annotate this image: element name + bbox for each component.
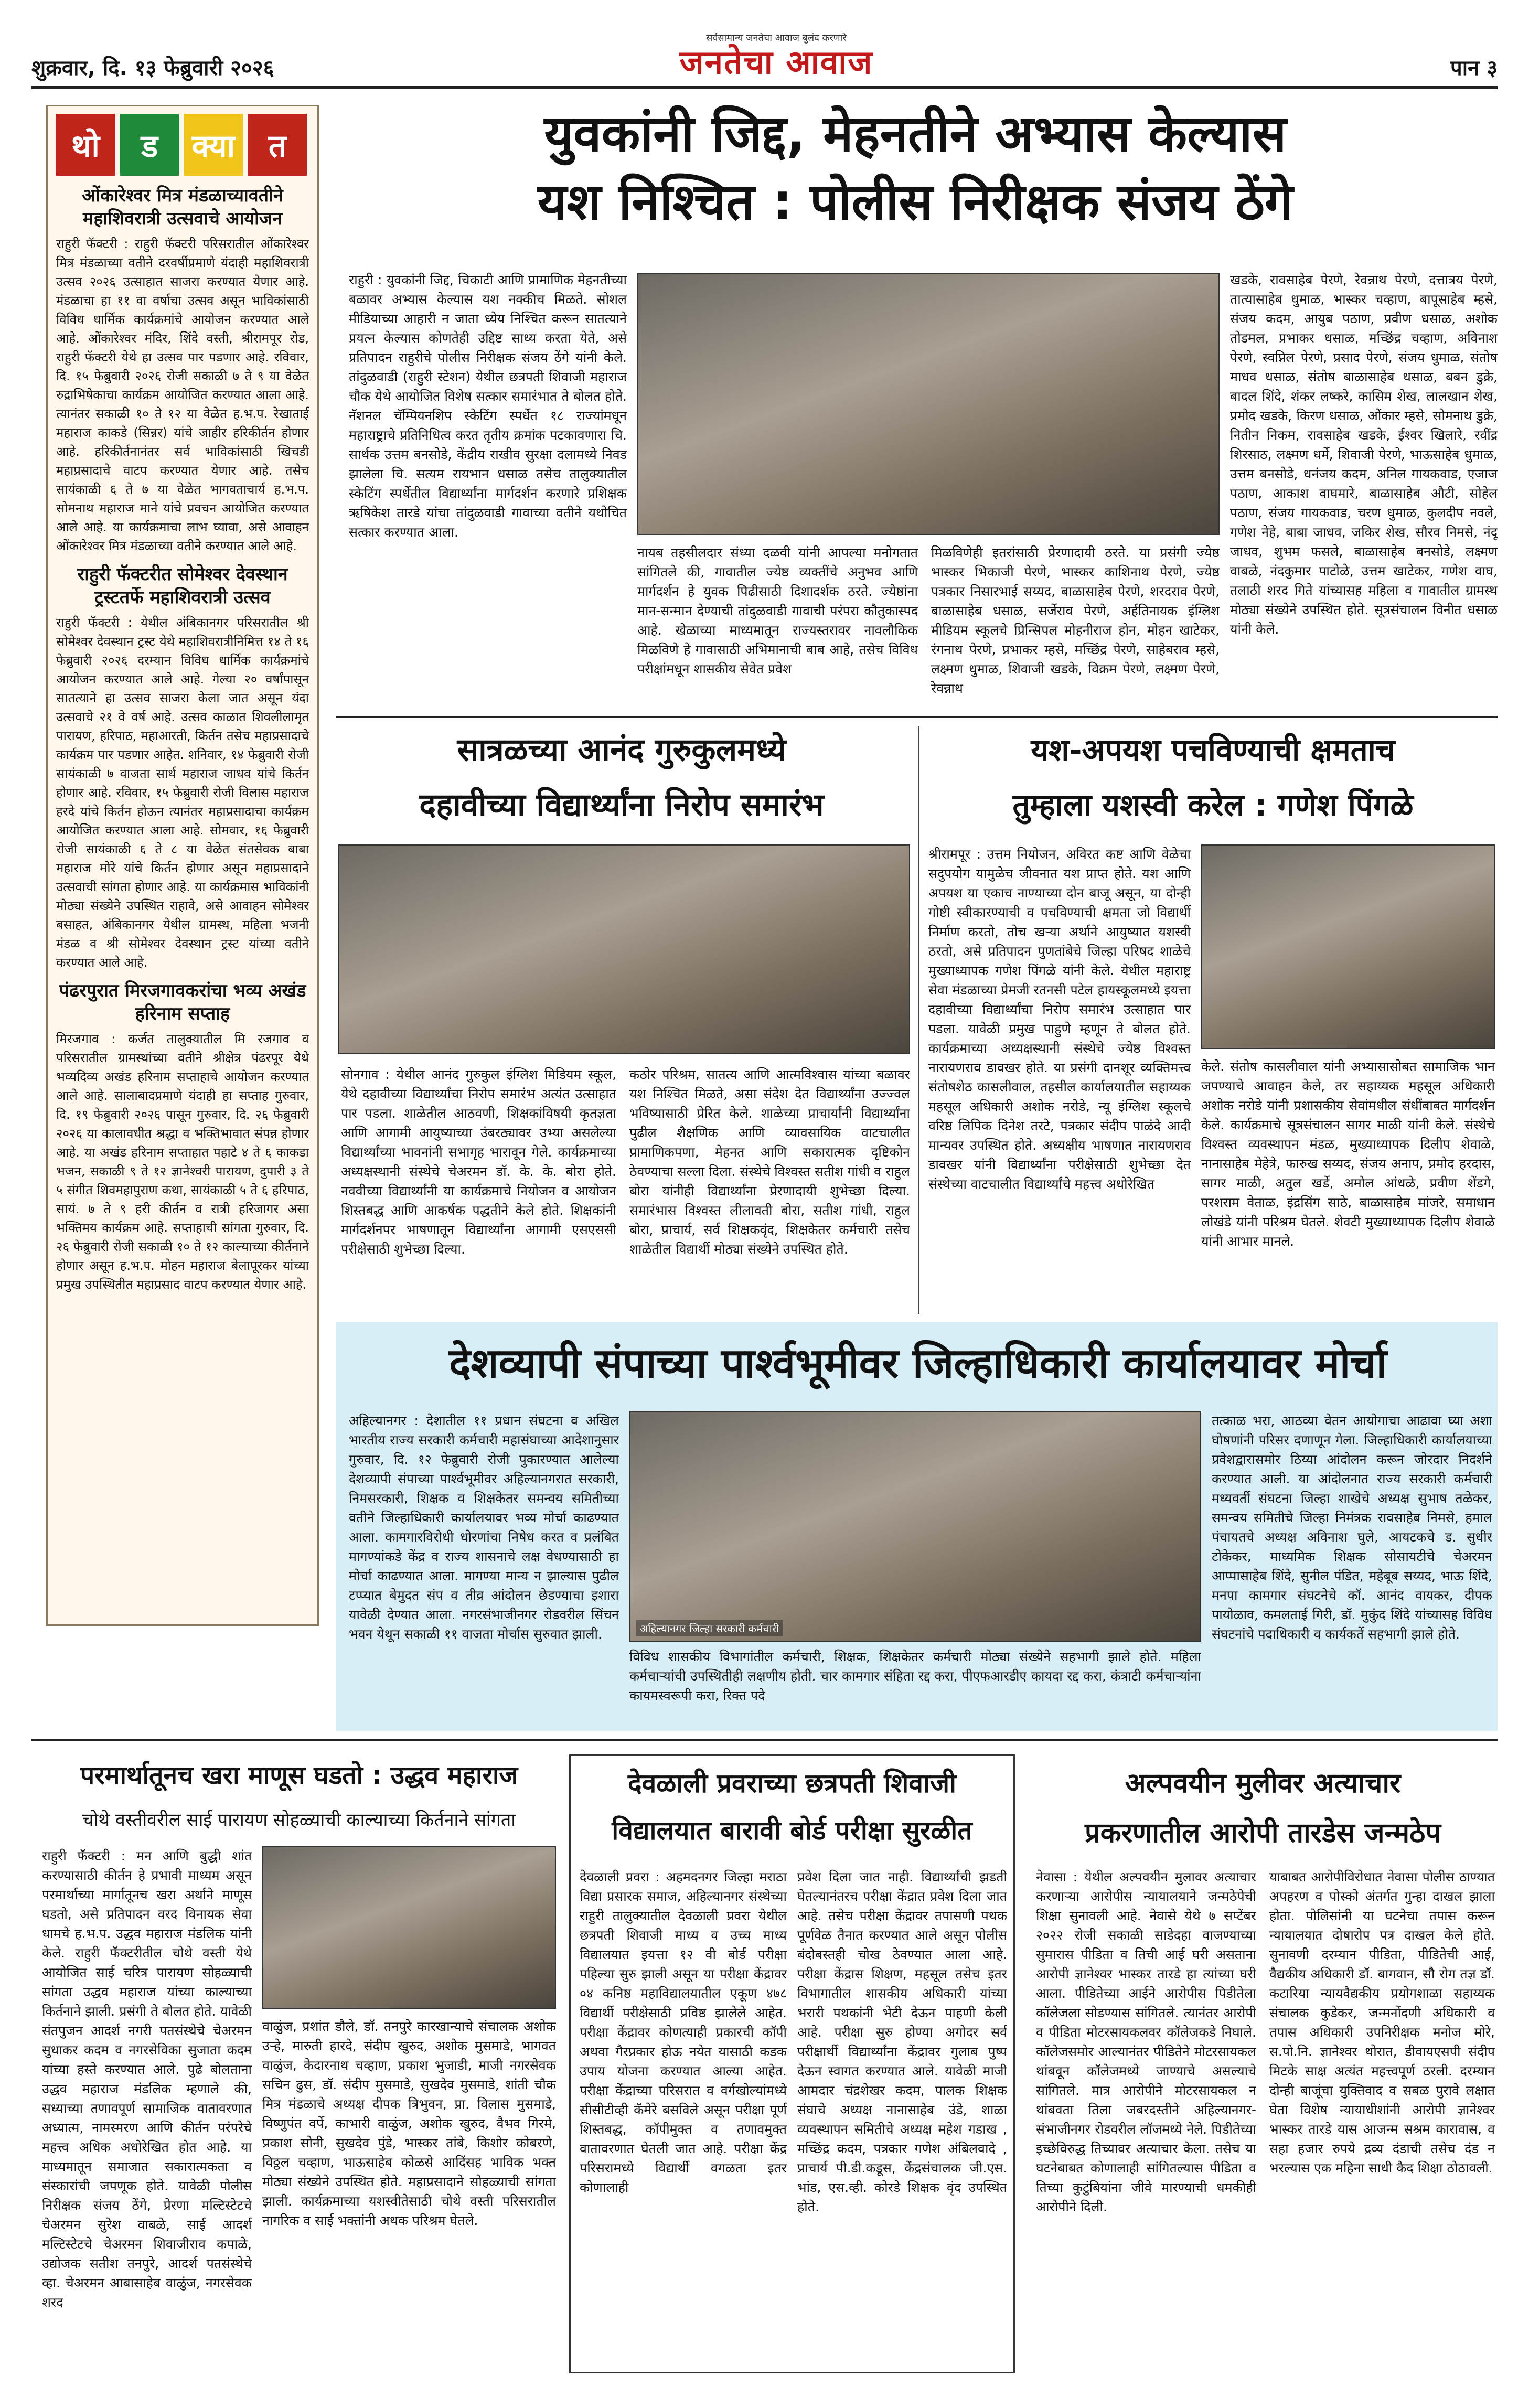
tile-3: क्या [184, 114, 243, 176]
gurukul-col-1: सोनगाव : येथील आनंद गुरुकुल इंग्लिश मिडियम स्कूल, येथे दहावीच्या विद्यार्थ्यांचा निरोप समारंभ अत्यंत उत्साहात पार पडला. शाळेतील आठवणी, शिक्षकांविषयी कृतज्ञता आणि आगामी आयुष्याच्या उंबरठ्यावर उभ्या असलेल्या विद्यार्थ्यांच्या भावनांनी सभागृह भारावून गेले. कार्यक्रमाच्या अध्यक्षस्थानी संस्थेचे चेअरमन डॉ. के. के. बोरा होते. नववीच्या विद्यार्थ्यांनी या कार्यक्रमाचे नियोजन व आयोजन शिस्तबद्ध आणि आकर्षक पद्धतीने केले होते. शिक्षकांनी मार्गदर्शनपर भाषणातून विद्यार्थ्यांना आगामी एसएससी परीक्षेसाठी शुभेच्छा दिल्या. [341, 1067, 616, 1257]
pingle-headline-2: तुम्हाला यशस्वी करेल : गणेश पिंगळे [1012, 787, 1414, 823]
brief-body-1: राहुरी फॅक्टरी : राहुरी फॅक्टरी परिसरातील ओंकारेश्वर मित्र मंडळाच्या वतीने दरवर्षीप्रमाणे यंदाही महाशिवरात्री उत्सव २०२६ उत्साहात साजरा करण्यात येणार आहे. मंडळाचा हा ११ वा वर्षाचा उत्सव असून भाविकांसाठी विविध धार्मिक कार्यक्रमांचे आयोजन करण्यात आले आहे. ओंकारेश्वर मंदिर, शिंदे वस्ती, श्रीरामपूर रोड, राहुरी फॅक्टरी येथे हा उत्सव पार पडणार आहे. रविवार, दि. १५ फेब्रुवारी २०२६ रोजी सकाळी ७ ते ९ या वेळेत रुद्राभिषेकाचा कार्यक्रम आयोजित करण्यात आला आहे. त्यानंतर सकाळी १० ते १२ या वेळेत ह.भ.प. रेखाताई महाराज काकडे (सिन्नर) यांचे जाहीर हरिकीर्तन होणार आहे. हरिकीर्तनानंतर सर्व भाविकांसाठी खिचडी महाप्रसादाचे वाटप करण्यात येणार आहे. तसेच सायंकाळी ६ ते ७ या वेळेत भागवताचार्य ह.भ.प. सोमनाथ महाराज माने यांचे प्रवचन आयोजित करण्यात आले आहे. या कार्यक्रमाचा लाभ घ्यावा, असे आवाहन ओंकारेश्वर मित्र मंडळाच्या वतीने करण्यात आले आहे. [56, 237, 309, 553]
morcha-headline: देशव्यापी संपाच्या पार्श्वभूमीवर जिल्हाधिकारी कार्यालयावर मोर्चा [449, 1340, 1387, 1387]
uddhav-col-1: राहुरी फॅक्टरी : मन आणि बुद्धी शांत करण्यासाठी कीर्तन हे प्रभावी माध्यम असून परमार्थाच्या मार्गातूनच खरा अर्थाने माणूस घडतो, असे प्रतिपादन वरद विनायक सेवा धामचे ह.भ.प. उद्धव महाराज मंडलिक यांनी केले. राहुरी फॅक्टरीतील चोथे वस्ती येथे आयोजित साई चरित्र पारायण सोहळ्याची सांगता उद्धव महाराज यांच्या काल्याच्या किर्तनाने झाली. प्रसंगी ते बोलत होते. यावेळी संतपुजन आदर्श नगरी पतसंस्थेचे चेअरमन सुधाकर कदम व नगरसेविका सुजाता कदम यांच्या हस्ते करण्यात आले. पुढे बोलताना उद्धव महाराज मंडलिक म्हणाले की, सध्याच्या तणावपूर्ण सामाजिक वातावरणात अध्यात्म, नामस्मरण आणि कीर्तन परंपरेचे महत्त्व अधिक अधोरेखित होत आहे. या माध्यमातून समाजात सकारात्मकता व संस्कारांची जपणूक होते. यावेळी पोलीस निरीक्षक संजय ठेंगे, प्रेरणा मल्टिस्टेटचे चेअरमन सुरेश वाबळे, साई आदर्श मल्टिस्टेटचे चेअरमन शिवाजीराव कपाळे, उद्योजक सतीश तनपुरे, आदर्श पतसंस्थेचे व्हा. चेअरमन आबासाहेब वाळुंज, नगरसेवक शरद [42, 1848, 252, 2310]
paper-name: जनतेचा आवाज [679, 43, 873, 81]
lead-headline-2: यश निश्चित : पोलीस निरीक्षक संजय ठेंगे [537, 173, 1293, 231]
gurukul-headline-1: सात्रळच्या आनंद गुरुकुलमध्ये [457, 732, 786, 768]
uddhav-headline: परमार्थातूनच खरा माणूस घडतो : उद्धव महाराज [80, 1761, 518, 1790]
lead-photo [637, 273, 1220, 535]
pravara-headline-1: देवळाली प्रवराच्या छत्रपती शिवाजी [627, 1768, 957, 1799]
tile-1: थो [56, 114, 115, 176]
masthead [31, 31, 1498, 89]
pingle-headline-1: यश-अपयश पचविण्याची क्षमताच [1031, 732, 1395, 768]
lead-headline-1: युवकांनी जिद्द, मेहनतीने अभ्यास केल्यास [544, 104, 1287, 163]
taradase-col-2: याबाबत आरोपीविरोधात नेवासा पोलीस ठाण्यात अपहरण व पोस्को अंतर्गत गुन्हा दाखल झाला होता. पोलिसांनी या घटनेचा तपास करून न्यायालयात दोषारोप पत्र दाखल केले होते. सुनावणी दरम्यान पीडिता, पीडितेची आई, वैद्यकीय अधिकारी डॉ. बागवान, सौ रोग तज्ञ डॉ. कटारिया न्यायवैद्यकीय प्रयोगशाळा सहाय्यक संचालक कुडेकर, जन्मनोंदणी अधिकारी व तपास अधिकारी उपनिरीक्षक मनोज मोरे, स.पो.नि. ज्ञानेश्वर थोरात, डीवायएसपी संदीप मिटके साक्ष अत्यंत महत्त्वपूर्ण ठरली. दरम्यान दोन्ही बाजूंचा युक्तिवाद व सबळ पुरावे लक्षात घेता विशेष न्यायाधीशांनी आरोपी ज्ञानेश्वर भास्कर तारडे यास आजन्म सश्रम कारावास, व सहा हजार रुपये द्रव्य दंडाची तसेच दंड न भरल्यास एक महिना साधी कैद शिक्षा ठोठावली. [1269, 1869, 1495, 2176]
tile-4: त [248, 114, 307, 176]
pravara-headline-2: विद्यालयात बारावी बोर्ड परीक्षा सुरळीत [612, 1815, 972, 1846]
morcha-photo [629, 1411, 1201, 1642]
pingle-photo [1201, 844, 1495, 1049]
gurukul-headline-2: दहावीच्या विद्यार्थ्यांना निरोप समारंभ [419, 787, 824, 823]
morcha-col-2: विविध शासकीय विभागांतील कर्मचारी, शिक्षक, शिक्षकेतर कर्मचारी मोठ्या संख्येने सहभागी झाले होते. महिला कर्मचाऱ्यांची उपस्थितीही लक्षणीय होती. चार कामगार संहिता रद्द करा, पीएफआरडीए कायदा रद्द करा, कंत्राटी कर्मचाऱ्यांना कायमस्वरूपी करा, रिक्त पदे [629, 1649, 1201, 1703]
brief-title-1: ओंकारेश्वर मित्र मंडळाच्यावतीने महाशिवरात्री उत्सवाचे आयोजन [82, 185, 283, 229]
sidebar-in-brief [46, 105, 319, 1626]
paper-logo [661, 31, 892, 81]
morcha-col-3: तत्काळ भरा, आठव्या वेतन आयोगाचा आढावा घ्या अशा घोषणांनी परिसर दणाणून गेला. जिल्हाधिकारी कार्यालयाच्या प्रवेशद्वारासमोर ठिय्या आंदोलन करून जोरदार निदर्शने करण्यात आली. या आंदोलनात राज्य सरकारी कर्मचारी मध्यवर्ती संघटना जिल्हा शाखेचे अध्यक्ष सुभाष तळेकर, समन्वय समितीचे जिल्हा निमंत्रक रावसाहेब निमसे, हमाल पंचायतचे अध्यक्ष अविनाश घुले, आयटकचे ड. सुधीर टोकेकर, माध्यमिक शिक्षक सोसायटीचे चेअरमन आप्पासाहेब शिंदे, सुनील पंडित, महेबूब सय्यद, भाऊ शिंदे, मनपा कामगार संघटनेचे कॉ. आनंद वायकर, दीपक पायोळाव, कमलताई गिरी, डॉ. मुकुंद शिंदे यांच्यासह विविध संघटनांचे पदाधिकारी व कार्यकर्ते सहभागी झाले होते. [1212, 1413, 1492, 1642]
taradase-headline-2: प्रकरणातील आरोपी तारडेस जन्मठेप [1085, 1817, 1441, 1849]
lead-col-1: राहुरी : युवकांनी जिद्द, चिकाटी आणि प्रामाणिक मेहनतीच्या बळावर अभ्यास केल्यास यश नक्कीच मिळते. सोशल मीडियाच्या आहारी न जाता ध्येय निश्चित करून सातत्याने प्रयत्न केल्यास कोणतेही उद्दिष्ट साध्य करता येते, असे प्रतिपादन राहुरीचे पोलीस निरीक्षक संजय ठेंगे यांनी केले. तांदुळवाडी (राहुरी स्टेशन) येथील छत्रपती शिवाजी महाराज चौक येथे आयोजित विशेष सत्कार समारंभात ते बोलत होते. नॅशनल चॅम्पियनशिप स्केटिंग स्पर्धेत १८ राज्यांमधून महाराष्ट्राचे प्रतिनिधित्व करत तृतीय क्रमांक पटकावणारा चि. सार्थक उत्तम बनसोडे, केंद्रीय राखीव सुरक्षा दलामध्ये निवड झालेला चि. सत्यम रायभान धसाळ तसेच तालुक्यातील स्केटिंग स्पर्धेतील विद्यार्थ्यांना मार्गदर्शन करणारे प्रशिक्षक ऋषिकेश तारडे यांचा तांदुळवाडी गावाच्या वतीने यथोचित सत्कार करण्यात आला. [349, 272, 627, 540]
morcha-col-1: अहिल्यानगर : देशातील ११ प्रधान संघटना व अखिल भारतीय राज्य सरकारी कर्मचारी महासंघाच्या आदेशानुसार गुरुवार, दि. १२ फेब्रुवारी रोजी पुकारण्यात आलेल्या देशव्यापी संपाच्या पार्श्वभूमीवर अहिल्यानगरात सरकारी, निमसरकारी, शिक्षक व शिक्षकेतर समन्वय समितीच्या वतीने जिल्हाधिकारी कार्यालयावर भव्य मोर्चा काढण्यात आला. कामगारविरोधी धोरणांचा निषेध करत व प्रलंबित मागण्यांकडे केंद्र व राज्य शासनाचे लक्ष वेधण्यासाठी हा मोर्चा काढण्यात आला. मागण्या मान्य न झाल्यास पुढील टप्प्यात बेमुदत संप व तीव्र आंदोलन छेडण्याचा इशारा यावेळी देण्यात आला. नगरसंभाजीनगर रोडवरील सिंचन भवन येथून सकाळी ११ वाजता मोर्चास सुरुवात झाली. [349, 1413, 619, 1642]
morcha-banner-text: अहिल्यानगर जिल्हा सरकारी कर्मचारी [636, 1620, 783, 1636]
brief-title-3: पंढरपुरात मिरजगावकरांचा भव्य अखंड हरिनाम सप्ताह [59, 980, 306, 1024]
page-number: पान ३ [1450, 56, 1498, 80]
uddhav-col-2: वाळुंज, प्रशांत डौले, डॉ. तनपुरे कारखान्याचे संचालक अशोक उऱ्हे, मारुती हारदे, संदीप खुरुद, अशोक मुसमाडे, भागवत वाळुंज, केदारनाथ चव्हाण, प्रकाश भुजाडी, माजी नगरसेवक सचिन ढुस, डॉ. संदीप मुसमाडे, सुखदेव मुसमाडे, शांती चौक मित्र मंडळाचे अध्यक्ष दीपक त्रिभुवन, प्रा. विलास मुसमाडे, विष्णुपंत वर्पे, काभारी वाळुंज, अशोक खुरुद, वैभव गिरमे, प्रकाश सोनी, सुखदेव पुंडे, भास्कर तांबे, किशोर कोबरणे, विठ्ठल चव्हाण, भाऊसाहेब कोळसे आदिंसह भाविक भक्त मोठ्या संख्येने उपस्थित होते. महाप्रसादाने सोहळ्याची सांगता झाली. कार्यक्रमाच्या यशस्वीतेसाठी चोथे वस्ती परिसरातील नागरिक व साई भक्तांनी अथक परिश्रम घेतले. [262, 2019, 556, 2228]
issue-date: शुक्रवार, दि. १३ फेब्रुवारी २०२६ [31, 56, 274, 80]
tile-2: ड [120, 114, 179, 176]
taradase-headline-1: अल्पवयीन मुलीवर अत्याचार [1125, 1768, 1401, 1799]
lead-col-2: नायब तहसीलदार संध्या दळवी यांनी आपल्या मनोगतात सांगितले की, गावातील ज्येष्ठ व्यक्तींचे अनुभव आणि मार्गदर्शन हे युवक पिढीसाठी दिशादर्शक ठरते. ज्येष्ठांना मान-सन्मान देण्याची तांदुळवाडी गावाची परंपरा कौतुकास्पद आहे. खेळाच्या माध्यमातून राज्यस्तरावर नावलौकिक मिळविणे हे गावासाठी अभिमानाची बाब आहे, तसेच विविध परीक्षांमधून शासकीय सेवेत प्रवेश [637, 545, 918, 677]
divider [31, 1739, 1498, 1741]
pravara-col-2: प्रवेश दिला जात नाही. विद्यार्थ्यांची झडती घेतल्यानंतरच परीक्षा केंद्रात प्रवेश दिला जात आहे. तसेच परीक्षा केंद्रावर तपासणी पथक पूर्णवेळ तैनात करण्यात आले असून पोलीस बंदोबस्तही चोख ठेवण्यात आला आहे. परीक्षा केंद्रास शिक्षण, महसूल तसेच इतर विभागातील शासकीय अधिकारी यांच्या भरारी पथकांनी भेटी देऊन पाहणी केली आहे. परीक्षा सुरु होण्या अगोदर सर्व परीक्षार्थी विद्यार्थ्यांना केंद्रावर गुलाब पुष्प देऊन स्वागत करण्यात आले. यावेळी माजी आमदार चंद्रशेखर कदम, पालक शिक्षक संघाचे अध्यक्ष नानासाहेब उंडे, शाळा व्यवस्थापन समितीचे अध्यक्ष महेश गडाख , मच्छिंद्र कदम, पत्रकार गणेश अंबिलवादे , प्राचार्य पी.डी.कडूस, केंद्रसंचालक जी.एस. भांड, एस.व्ही. कोरडे शिक्षक वृंद उपस्थित होते. [797, 1869, 1007, 2214]
pingle-col-1: श्रीरामपूर : उत्तम नियोजन, अविरत कष्ट आणि वेळेचा सदुपयोग यामुळेच जीवनात यश प्राप्त होते. यश आणि अपयश या एकाच नाण्याच्या दोन बाजू असून, या दोन्ही गोष्टी स्वीकारण्याची व पचविण्याची क्षमता जो विद्यार्थी निर्माण करतो, तोच खऱ्या अर्थाने आयुष्यात यशस्वी ठरतो, असे प्रतिपादन पुणतांबेचे जिल्हा परिषद शाळेचे मुख्याध्यापक गणेश पिंगळे यांनी केले. येथील महाराष्ट्र सेवा मंडळाच्या प्रेमजी रतनसी पटेल हायस्कूलमध्ये इयत्ता दहावीच्या विद्यार्थ्यांचा निरोप समारंभ उत्साहात पार पडला. यावेळी प्रमुख पाहुणे म्हणून ते बोलत होते. कार्यक्रमाच्या अध्यक्षस्थानी संस्थेचे ज्येष्ठ विश्वस्त नारायणराव डावखर होते. या प्रसंगी दानशूर व्यक्तिमत्त्व संतोषशेठ कासलीवाल, तहसील कार्यालयातील सहाय्यक महसूल अधिकारी अशोक नरोडे, न्यू इंग्लिश स्कूलचे वरिष्ठ लिपिक दिनेश तरटे, पत्रकार संदीप पाळंदे आदी मान्यवर उपस्थित होते. अध्यक्षीय भाषणात नारायणराव डावखर यांनी विद्यार्थ्यांना परीक्षेसाठी शुभेच्छा देत संस्थेच्या वाटचालीत विद्यार्थ्यांचे महत्त्व अधोरेखित [928, 847, 1191, 1192]
pravara-col-1: देवळाली प्रवरा : अहमदनगर जिल्हा मराठा विद्या प्रसारक समाज, अहिल्यानगर संस्थेच्या राहुरी तालुक्यातील देवळाली प्रवरा येथील छत्रपती शिवाजी माध्य व उच्च माध्य विद्यालयात इयत्ता १२ वी बोर्ड परीक्षा पहिल्या सुरु झाली असून या परीक्षा केंद्रावर ०४ कनिष्ठ महाविद्यालयातील एकूण ४७८ विद्यार्थी परीक्षेसाठी प्रविष्ठ झालेले आहेत. परीक्षा केंद्रावर कोणत्याही प्रकारची कॉपी अथवा गैरप्रकार होऊ नयेत यासाठी कडक उपाय योजना करण्यात आल्या आहेत. परीक्षा केंद्राच्या परिसरात व वर्गखोल्यांमध्ये सीसीटीव्ही कॅमेरे बसविले असून परीक्षा पूर्ण शिस्तबद्ध, कॉपीमुक्त व तणावमुक्त वातावरणात घेतली जात आहे. परीक्षा केंद्र परिसरामध्ये विद्यार्थी वगळता इतर कोणालाही [580, 1869, 787, 2195]
lead-col-3: मिळविणेही इतरांसाठी प्रेरणादायी ठरते. या प्रसंगी ज्येष्ठ भास्कर भिकाजी पेरणे, भास्कर काशिनाथ पेरणे, ज्येष्ठ पत्रकार निसारभाई सय्यद, बाळासाहेब पेरणे, शरदराव पेरणे, बाळासाहेब धसाळ, सर्जेराव पेरणे, अर्हतिनायक इंग्लिश मीडियम स्कूलचे प्रिन्सिपल मोहनीराज होन, मोहन खाटेकर, रंगनाथ पेरणे, प्रभाकर म्हसे, मच्छिंद्र पेरणे, साहेबराव म्हसे, लक्ष्मण धुमाळ, शिवाजी खडके, विक्रम पेरणे, लक्ष्मण पेरणे, रेवन्नाथ [931, 545, 1220, 696]
gurukul-photo [338, 844, 910, 1054]
brief-body-2: राहुरी फॅक्टरी : येथील अंबिकानगर परिसरातील श्री सोमेश्वर देवस्थान ट्रस्ट येथे महाशिवरात्रीनिमित्त १४ ते १६ फेब्रुवारी २०२६ दरम्यान विविध धार्मिक कार्यक्रमांचे आयोजन करण्यात आले आहे. गेल्या २० वर्षांपासून सातत्याने हा उत्सव साजरा केला जात असून यंदा उत्सवाचे २१ वे वर्ष आहे. उत्सव काळात शिवलीलामृत पारायण, हरिपाठ, महाआरती, किर्तन तसेच महाप्रसादाचे कार्यक्रम पार पडणार आहेत. शनिवार, १४ फेब्रुवारी रोजी सायंकाळी ७ वाजता सार्थ महाराज जाधव यांचे किर्तन होणार आहे. रविवार, १५ फेब्रुवारी रोजी विलास महाराज हरदे यांचे किर्तन होऊन त्यानंतर महाप्रसादाचा कार्यक्रम आयोजित करण्यात आला आहे. सोमवार, १६ फेब्रुवारी रोजी सायंकाळी ६ ते ८ या वेळेत संतसेवक बाबा महाराज मोरे यांचे किर्तन होणार असून महाप्रसादाने उत्सवाची सांगता होणार आहे. या कार्यक्रमास भाविकांनी मोठ्या संख्येने उपस्थित राहावे, असे आवाहन सोमेश्वर बसाहत, अंबिकानगर येथील ग्रामस्थ, महिला भजनी मंडळ व श्री सोमेश्वर देवस्थान ट्रस्ट यांच्या वतीने करण्यात आले आहे. [56, 615, 309, 970]
gurukul-col-2: कठोर परिश्रम, सातत्य आणि आत्मविश्वास यांच्या बळावर यश निश्चित मिळते, असा संदेश देत विद्यार्थ्यांना उज्ज्वल भविष्यासाठी प्रेरित केले. शाळेच्या प्राचार्यांनी विद्यार्थ्यांना पुढील शैक्षणिक आणि व्यावसायिक वाटचालीत प्रामाणिकपणा, मेहनत आणि सकारात्मक दृष्टिकोन ठेवण्याचा सल्ला दिला. संस्थेचे विश्वस्त सतीश गांधी व राहुल बोरा यांनीही विद्यार्थ्यांना प्रेरणादायी शुभेच्छा दिल्या. समारंभास विश्वस्त लीलावती बोरा, सतीश गांधी, राहुल बोरा, प्राचार्य, सर्व शिक्षकवृंद, शिक्षकेतर कर्मचारी तसेच शाळेतील विद्यार्थी मोठ्या संख्येने उपस्थित होते. [629, 1067, 910, 1257]
uddhav-photo [262, 1846, 556, 2009]
divider [918, 726, 919, 1314]
uddhav-subhead: चोथे वस्तीवरील साई पारायण सोहळ्याची काल्याच्या किर्तनाने सांगता [82, 1810, 516, 1831]
in-brief-tiles [56, 114, 309, 176]
lead-col-4: खडके, रावसाहेब पेरणे, रेवन्नाथ पेरणे, दत्तात्रय पेरणे, तात्यासाहेब धुमाळ, भास्कर चव्हाण, बापूसाहेब म्हसे, संजय कदम, आयुब पठाण, प्रवीण धसाळ, अशोक तोडमल, प्रभाकर धसाळ, मच्छिंद्र चव्हाण, अविनाश पेरणे, स्वप्निल पेरणे, प्रसाद पेरणे, संजय धुमाळ, संतोष माधव धसाळ, संतोष बाळासाहेब धसाळ, बबन डुक्रे, बादल शिंदे, शंकर लष्करे, कासिम शेख, लालखान शेख, प्रमोद खडके, किरण धसाळ, ओंकार म्हसे, सोमनाथ डुक्रे, नितीन निकम, रावसाहेब खडके, ईश्वर खिलारे, रवींद्र शिरसाठ, लक्ष्मण धर्मे, शिवाजी पेरणे, भाऊसाहेब धुमाळ, उत्तम बनसोडे, धनंजय कदम, अनिल गायकवाड, एजाज पठाण, आकाश वाघमारे, बाळासाहेब औटी, सोहेल पठाण, संजय गायकवाड, चरण धुमाळ, कुलदीप नवले, गणेश नेहे, बाबा जाधव, जकिर शेख, सौरव निमसे, नंदू जाधव, शुभम फसले, बाळासाहेब बनसोडे, लक्ष्मण वाबळे, नंदकुमार पाटोळे, उत्तम खाटेकर, गणेश वाघ, तलाठी शरद गिते यांच्यासह महिला व गावातील ग्रामस्थ मोठ्या संख्येने उपस्थित होते. सूत्रसंचालन विनीत धसाळ यांनी केले. [1230, 272, 1498, 637]
pingle-col-2: केले. संतोष कासलीवाल यांनी अभ्यासासोबत सामाजिक भान जपण्याचे आवाहन केले, तर सहाय्यक महसूल अधिकारी अशोक नरोडे यांनी प्रशासकीय सेवांमधील संधींबाबत मार्गदर्शन केले. कार्यक्रमाचे सूत्रसंचालन सागर माळी यांनी केले. संस्थेचे विश्वस्त व्यवस्थापन मंडळ, मुख्याध्यापक दिलीप शेवाळे, नानासाहेब मेहेत्रे, फारुख सय्यद, संजय अनाप, प्रमोद हरदास, सागर माळी, अतुल खर्डे, अमोल आंधळे, प्रवीण शेंडगे, परशराम वेताळ, इंद्रसिंग साठे, बाळासाहेब मांजरे, समाधान लोखंडे यांनी परिश्रम घेतले. शेवटी मुख्याध्यापक दिलीप शेवाळे यांनी आभार मानले. [1201, 1059, 1495, 1249]
brief-body-3: मिरजगाव : कर्जत तालुक्यातील मि रजगाव व परिसरातील ग्रामस्थांच्या वतीने श्रीक्षेत्र पंढरपूर येथे भव्यदिव्य अखंड हरिनाम सप्ताहाचे आयोजन करण्यात आले आहे. सालाबादप्रमाणे यंदाही हा सप्ताह गुरुवार, दि. १९ फेब्रुवारी २०२६ पासून गुरुवार, दि. २६ फेब्रुवारी २०२६ या कालावधीत श्रद्धा व भक्तिभावात संपन्न होणार आहे. या अखंड हरिनाम सप्ताहात पहाटे ४ ते ६ काकडा भजन, सकाळी ९ ते १२ ज्ञानेश्वरी पारायण, दुपारी ३ ते ५ संगीत शिवमहापुराण कथा, सायंकाळी ५ ते ६ हरिपाठ, सायं. ७ ते ९ हरी कीर्तन व रात्री हरिजागर असा भक्तिमय कार्यक्रम आहे. सप्ताहाची सांगता गुरुवार, दि. २६ फेब्रुवारी रोजी सकाळी १० ते १२ काल्याच्या कीर्तनाने होणार असून ह.भ.प. मोहन महाराज बेलापूरकर यांच्या प्रमुख उपस्थितीत महाप्रसाद वाटप करण्यात येणार आहे. [56, 1032, 309, 1292]
brief-title-2: राहुरी फॅक्टरीत सोमेश्वर देवस्थान ट्रस्टतर्फे महाशिवरात्री उत्सव [77, 564, 288, 608]
paper-tagline: सर्वसामान्य जनतेचा आवाज बुलंद करणारे [706, 33, 847, 44]
taradase-col-1: नेवासा : येथील अल्पवयीन मुलावर अत्याचार करणाऱ्या आरोपीस न्यायालयाने जन्मठेपेची शिक्षा सुनावली आहे. नेवासे येथे ७ सप्टेंबर २०२२ रोजी सकाळी साडेदहा वाजण्याच्या सुमारास पीडिता व तिची आई घरी असताना आरोपी ज्ञानेश्वर भास्कर तारडे हा त्यांच्या घरी आला. पीडितेच्या आईने आरोपीस पिडीतेला कॉलेजला सोडण्यास सांगितले. त्यानंतर आरोपी व पीडिता मोटरसायकलवर कॉलेजकडे निघाले. कॉलेजसमोर आल्यानंतर पीडितेने मोटरसायकल थांबवून कॉलेजमध्ये जाण्याचे असल्याचे सांगितले. मात्र आरोपीने मोटरसायकल न थांबवता तिला जबरदस्तीने अहिल्यानगर-संभाजीनगर रोडवरील लॉजमध्ये नेले. पिडीतेच्या इच्छेविरुद्ध तिच्यावर अत्याचार केला. तसेच या घटनेबाबत कोणालाही सांगितल्यास पीडिता व तिच्या कुटुंबियांना जीवे मारण्याची धमकीही आरोपीने दिली. [1036, 1869, 1256, 2214]
divider [336, 716, 1498, 718]
